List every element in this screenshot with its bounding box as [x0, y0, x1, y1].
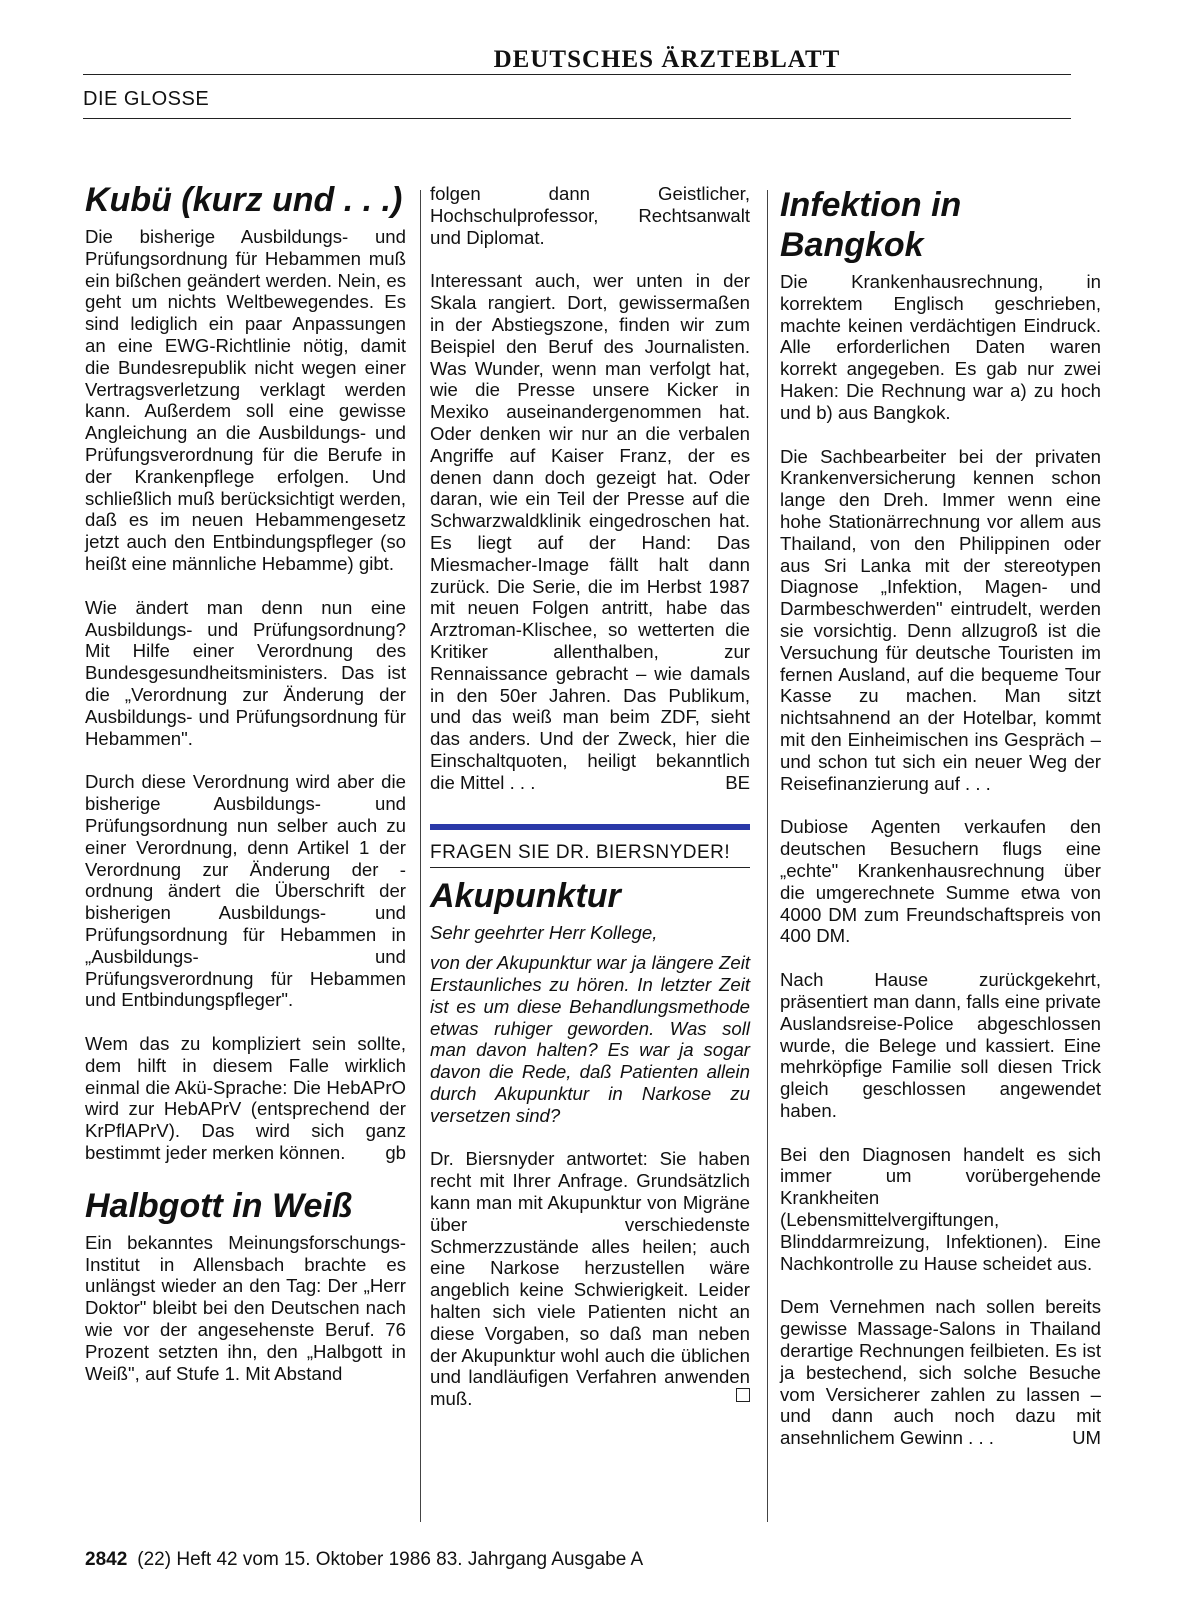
paragraph: Durch diese Verordnung wird aber die bisherige Ausbildungs- und Prüfungsordnung nun selber auch zu einer Verordnung, denn Artikel 1 der Verordnung zur Änderung der -ordnung ändert die Überschrift der bisherigen Ausbildungs- und Prüfungsordnung für Hebammen in „Ausbildungs- und Prüfungsverordnung für Hebammen und Entbindungspfleger".: [85, 771, 406, 1011]
article-title-kubue: Kubü (kurz und . . .): [85, 181, 403, 219]
paragraph: folgen dann Geistlicher, Hochschulprofessor, Rechtsanwalt und Diplomat.: [430, 183, 750, 248]
author-signature: UM: [1072, 1427, 1101, 1449]
masthead: DEUTSCHES ÄRZTEBLATT: [493, 46, 841, 73]
article-title-bangkok: Infektion in Bangkok: [780, 186, 962, 264]
page-number: 2842: [85, 1549, 128, 1570]
column-3: [780, 185, 1101, 1471]
column-divider: [420, 190, 421, 1522]
paragraph: Die Krankenhausrechnung, in korrektem Englisch geschrieben, machte keinen verdächtigen Eindruck. Alle erforderlichen Daten waren korrekt angegeben. Es gab nur zwei Haken: Die Rechnung war a) zu hoch und b) aus Bangkok.: [780, 271, 1101, 423]
salutation: Sehr geehrter Herr Kollege,: [430, 922, 658, 944]
blue-divider: [430, 824, 750, 830]
issue-info: (22) Heft 42 vom 15. Oktober 1986 83. Jahrgang Ausgabe A: [137, 1549, 644, 1570]
author-signature: gb: [385, 1142, 406, 1164]
paragraph: Wie ändert man denn nun eine Ausbildungs- und Prüfungsordnung? Mit Hilfe einer Verordnung des Bundesgesundheitsministers. Das ist die „Verordnung zur Änderung der Ausbildungs- und Prüfungsordnung für Hebammen".: [85, 596, 406, 749]
author-signature: BE: [725, 771, 750, 793]
paragraph-text: Interessant auch, wer unten in der Skala rangiert. Dort, gewissermaßen in der Abstiegszone, finden wir zum Beispiel den Beruf des Journalisten. Was Wunder, wenn man verfolgt hat, wie die Presse unsere Kicker in Mexiko auseinandergenommen hat. Oder denken wir nur an die verbalen Angriffe auf Kaiser Franz, der es denen dann doch gezeigt hat. Oder daran, wie ein Teil der Presse auf die Schwarzwaldklinik eingedroschen hat. Es liegt auf der Hand: Das Miesmacher-Image fällt halt dann zurück. Die Serie, die im Herbst 1987 mit neuen Folgen antritt, habe das Arztroman-Klischee, so wetterten die Kritiker allenthalben, zur Rennaissance gebracht – wie damals in den 50er Jahren. Das Publikum, und das weiß man beim ZDF, sieht das anders. Und der Zweck, hier die Einschaltquoten, heiligt bekanntlich die Mittel . . .: [430, 270, 750, 793]
paragraph: Die bisherige Ausbildungs- und Prüfungsordnung für Hebammen muß ein bißchen geändert werden. Nein, es geht um nichts Weltbewegendes. Es sind lediglich ein paar Anpassungen an eine EWG-Richtlinie nötig, damit die Bundesrepublik nicht wegen einer Vertragsverletzung verklagt werden kann. Außerdem soll eine gewisse Angleichung an die Ausbildungs- und Prüfungsverordnung für die Berufe in der Krankenpflege erfolgen. Und schließlich muß berücksichtigt werden, daß es im neuen Hebammengesetz jetzt auch den Entbindungspfleger (so heißt eine männliche Hebamme) gibt.: [85, 226, 406, 574]
column-kicker: FRAGEN SIE DR. BIERSNYDER!: [430, 842, 750, 869]
paragraph-text: Dr. Biersnyder antwortet: Sie haben recht mit Ihrer Anfrage. Grundsätzlich kann man mit Akupunktur von Migräne über verschiedenste Schmerzzustände alles heilen; auch eine Narkose herzustellen wäre angeblich keine Schwierigkeit. Leider halten sich viele Patienten nicht an diese Vorgaben, so daß man neben der Akupunktur wohl auch die üblichen und landläufigen Verfahren anwenden muß.: [430, 1148, 750, 1410]
paragraph-text: Wem das zu kompliziert sein sollte, dem hilft in diesem Falle wirklich einmal die Akü-Sprache: Die HebAPrO wird zur HebAPrV (entsprechend der KrPflAPrV). Das wird sich ganz bestimmt jeder merken können.: [85, 1033, 406, 1164]
paragraph: Nach Hause zurückgekehrt, präsentiert man dann, falls eine private Auslandsreise-Police abgeschlossen wurde, die Belege und kassiert. Eine mehrköpfige Familie soll diesen Trick gleich geschlossen angewendet haben.: [780, 969, 1101, 1121]
paragraph: Dubiose Agenten verkaufen den deutschen Besuchern flugs eine „echte" Krankenhausrechnung über die umgerechnete Summe etwa von 4000 DM zum Freundschaftspreis von 400 DM.: [780, 816, 1101, 947]
masthead-rule: [83, 74, 1071, 75]
column-1: [85, 180, 406, 1406]
paragraph: Bei den Diagnosen handelt es sich immer um vorübergehende Krankheiten (Lebensmittelvergiftungen, Blinddarmreizung, Infektionen). Eine Nachkontrolle zu Hause scheidet aus.: [780, 1143, 1101, 1274]
paragraph: [430, 270, 750, 793]
paragraph: [430, 1148, 750, 1410]
end-mark-icon: [736, 1388, 750, 1402]
section-rule: [83, 118, 1071, 119]
column-divider: [767, 190, 768, 1522]
paragraph: [780, 1296, 1101, 1449]
paragraph-text: Dem Vernehmen nach sollen bereits gewisse Massage-Salons in Thailand derartige Rechnungen feilbieten. Es ist ja bestechend, sich solche Besuche vom Versicherer zahlen zu lassen – und dann auch noch dazu mit ansehnlichem Gewinn . . .: [780, 1296, 1101, 1449]
paragraph: [85, 1033, 406, 1164]
section-label: DIE GLOSSE: [83, 88, 210, 110]
column-2: [430, 183, 750, 1432]
article-title-akupunktur: Akupunktur: [430, 877, 621, 916]
article-title-halbgott: Halbgott in Weiß: [85, 1186, 353, 1225]
page-footer: [85, 1549, 643, 1571]
paragraph: Die Sachbearbeiter bei der privaten Krankenversicherung kennen schon lange den Dreh. Immer wenn eine hohe Stationärrechnung vor allem aus Thailand, von den Philippinen oder aus Sri Lanka mit der stereotypen Diagnose „Infektion, Magen- und Darmbeschwerden" eintrudelt, werden sie vorsichtig. Denn allzugroß ist die Versuchung für deutsche Touristen im fernen Ausland, auf die bequeme Tour Kasse zu machen. Man sitzt nichtsahnend an der Hotelbar, kommt mit den Einheimischen ins Gespräch – und schon tut sich ein neuer Weg der Reisefinanzierung auf . . .: [780, 445, 1101, 794]
paragraph: Ein bekanntes Meinungsforschungs-Institut in Allensbach brachte es unlängst wieder an den Tag: Der „Herr Doktor" bleibt bei den Deutschen nach wie vor der angesehenste Beruf. 76 Prozent setzten ihn, den „Halbgott in Weiß", auf Stufe 1. Mit Abstand: [85, 1231, 406, 1384]
reader-question: von der Akupunktur war ja längere Zeit Erstaunliches zu hören. In letzter Zeit ist es um diese Behandlungsmethode etwas ruhiger geworden. Was soll man davon halten? Es war ja sogar davon die Rede, daß Patienten allein durch Akupunktur in Narkose zu versetzen sind?: [430, 952, 750, 1126]
